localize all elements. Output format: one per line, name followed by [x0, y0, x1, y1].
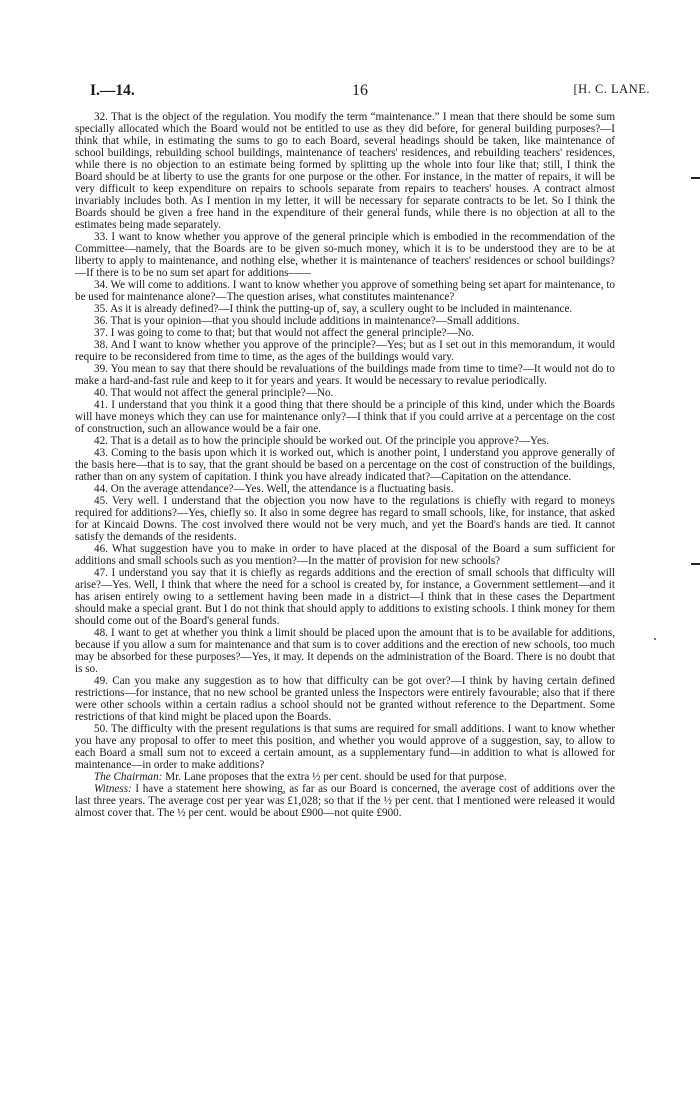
- paragraph-35: 35. As it is already defined?—I think the putting-up of, say, a scullery ought to be included in maintenance.: [94, 303, 573, 315]
- paragraph-41: 41. I understand that you think it a good thing that there should be a principle of this kind, under which the Boards will have moneys which they can use for maintenance only?—I think that if you could arrive at a percentage on the cost of construction, such an allowance would be a fair one.: [75, 399, 615, 435]
- margin-dot: [654, 638, 656, 640]
- paragraph-45: 45. Very well. I understand that the objection you now have to the regulations is chiefly with regard to moneys required for additions?—Yes, chiefly so. It also in some degree has regard to small schools, like, for instance, that asked for at Kincaid Downs. The cost involved there would not be very much, and yet the Board's hands are tied. It cannot satisfy the demands of the residents.: [75, 495, 615, 543]
- chairman-speaker: The Chairman:: [94, 771, 163, 783]
- paragraph-47: 47. I understand you say that it is chiefly as regards additions and the erection of small schools that difficulty will arise?—Yes. Well, I think that where the need for a school is created by, for instance, a Government settlement—and it has arisen entirely owing to a settlement having been made in a district—I think that in these cases the Department should make a special grant. But I do not think that should apply to additions to existing schools. I think money for them should come out of the Board's general funds.: [75, 567, 615, 627]
- margin-mark-bottom: [691, 563, 700, 565]
- paragraph-46: 46. What suggestion have you to make in order to have placed at the disposal of the Board a sum sufficient for additions and small schools such as you mention?—In the matter of provision for new schools?: [75, 543, 615, 567]
- paragraph-42: 42. That is a detail as to how the principle should be worked out. Of the principle you approve?—Yes.: [94, 435, 550, 447]
- paragraph-36: 36. That is your opinion—that you should include additions in maintenance?—Small additions.: [94, 315, 520, 327]
- witness-text: I have a statement here showing, as far as our Board is concerned, the average cost of additions over the last three years. The average cost per year was £1,028; so that if the ½ per cent. that I mentioned were released it would almost cover that. The ½ per cent. would be about £900—not quite £900.: [75, 783, 615, 819]
- paragraph-32: 32. That is the object of the regulation. You modify the term “maintenance.” I mean that there should be some sum specially allocated which the Board would not be entitled to use as they did before, for general building purposes?—I think that while, in estimating the sums to go to each Board, several headings should be taken, like maintenance of school buildings, rebuilding school buildings, maintenance of teachers' residences, and rebuilding teachers' residences, while there is no objection to an estimate being formed by splitting up the whole into four like that; still, I think the Board should be at liberty to use the grants for one purpose or the other. For instance, in the matter of repairs, it will be very difficult to keep expenditure on repairs to schools separate from repairs to teachers' houses. A contract almost invariably includes both. As I mention in my letter, it will be necessary for separate contracts to be let. So I think the Boards should be given a free hand in the expenditure of their general funds, while there is no objection at all to the estimates being made separately.: [75, 111, 615, 231]
- witness-name: [H. C. LANE.: [573, 82, 650, 96]
- page-header: [90, 82, 650, 106]
- chairman-statement: [75, 771, 615, 783]
- paragraph-43: 43. Coming to the basis upon which it is worked out, which is another point, I understand you approve generally of the basis here—that is to say, that the grant should be based on a percentage on the cost of construction of the buildings, rather than on any system of capitation. I think you have already indicated that?—Capitation on the attendance.: [75, 447, 615, 483]
- paragraph-37: 37. I was going to come to that; but that would not affect the general principle?—No.: [94, 327, 475, 339]
- witness-statement: [75, 783, 615, 819]
- paragraph-34: 34. We will come to additions. I want to know whether you approve of something being set apart for maintenance, to be used for maintenance alone?—The question arises, what constitutes maintenance?: [75, 279, 615, 303]
- page-number: 16: [352, 82, 368, 99]
- page-body: [75, 111, 615, 819]
- paragraph-48: 48. I want to get at whether you think a limit should be placed upon the amount that is to be available for additions, because if you allow a sum for maintenance and that sum is to cover additions and the erection of new schools, too much may be absorbed for these purposes?—Yes, it may. It depends on the administration of the Board. There is no doubt that is so.: [75, 627, 615, 675]
- witness-speaker: Witness:: [94, 783, 132, 795]
- margin-mark-top: [691, 177, 700, 179]
- paragraph-44: 44. On the average attendance?—Yes. Well, the attendance is a fluctuating basis.: [94, 483, 454, 495]
- paragraph-50: 50. The difficulty with the present regulations is that sums are required for small additions. I want to know whether you have any proposal to offer to meet this position, and whether you would approve of a suggestion, say, to allow to each Board a small sum not to exceed a certain amount, as a supplementary fund—in addition to what is allowed for maintenance—in order to make additions?: [75, 723, 615, 771]
- paragraph-38: 38. And I want to know whether you approve of the principle?—Yes; but as I set out in this memorandum, it would require to be reconsidered from time to time, as the ages of the buildings would vary.: [75, 339, 615, 363]
- paragraph-33: 33. I want to know whether you approve of the general principle which is embodied in the recommendation of the Committee—namely, that the Boards are to be given so-much money, which it is to be understood they are to be at liberty to apply to maintenance, and nothing else, whether it is maintenance of teachers' residences or school buildings?—If there is to be no sum set apart for additions——: [75, 231, 615, 279]
- paragraph-39: 39. You mean to say that there should be revaluations of the buildings made from time to time?—It would not do to make a hard-and-fast rule and keep to it for years and years. It would be necessary to revalue periodically.: [75, 363, 615, 387]
- paragraph-49: 49. Can you make any suggestion as to how that difficulty can be got over?—I think by having certain defined restrictions—for instance, that no new school be granted unless the Inspectors were entirely favourable; also that if there were other schools within a certain radius a school should not be granted without reference to the Department. Some restrictions of that kind might be placed upon the Boards.: [75, 675, 615, 723]
- chairman-text: Mr. Lane proposes that the extra ½ per cent. should be used for that purpose.: [162, 771, 507, 783]
- paper-reference: I.—14.: [90, 82, 135, 99]
- paragraph-40: 40. That would not affect the general principle?—No.: [94, 387, 334, 399]
